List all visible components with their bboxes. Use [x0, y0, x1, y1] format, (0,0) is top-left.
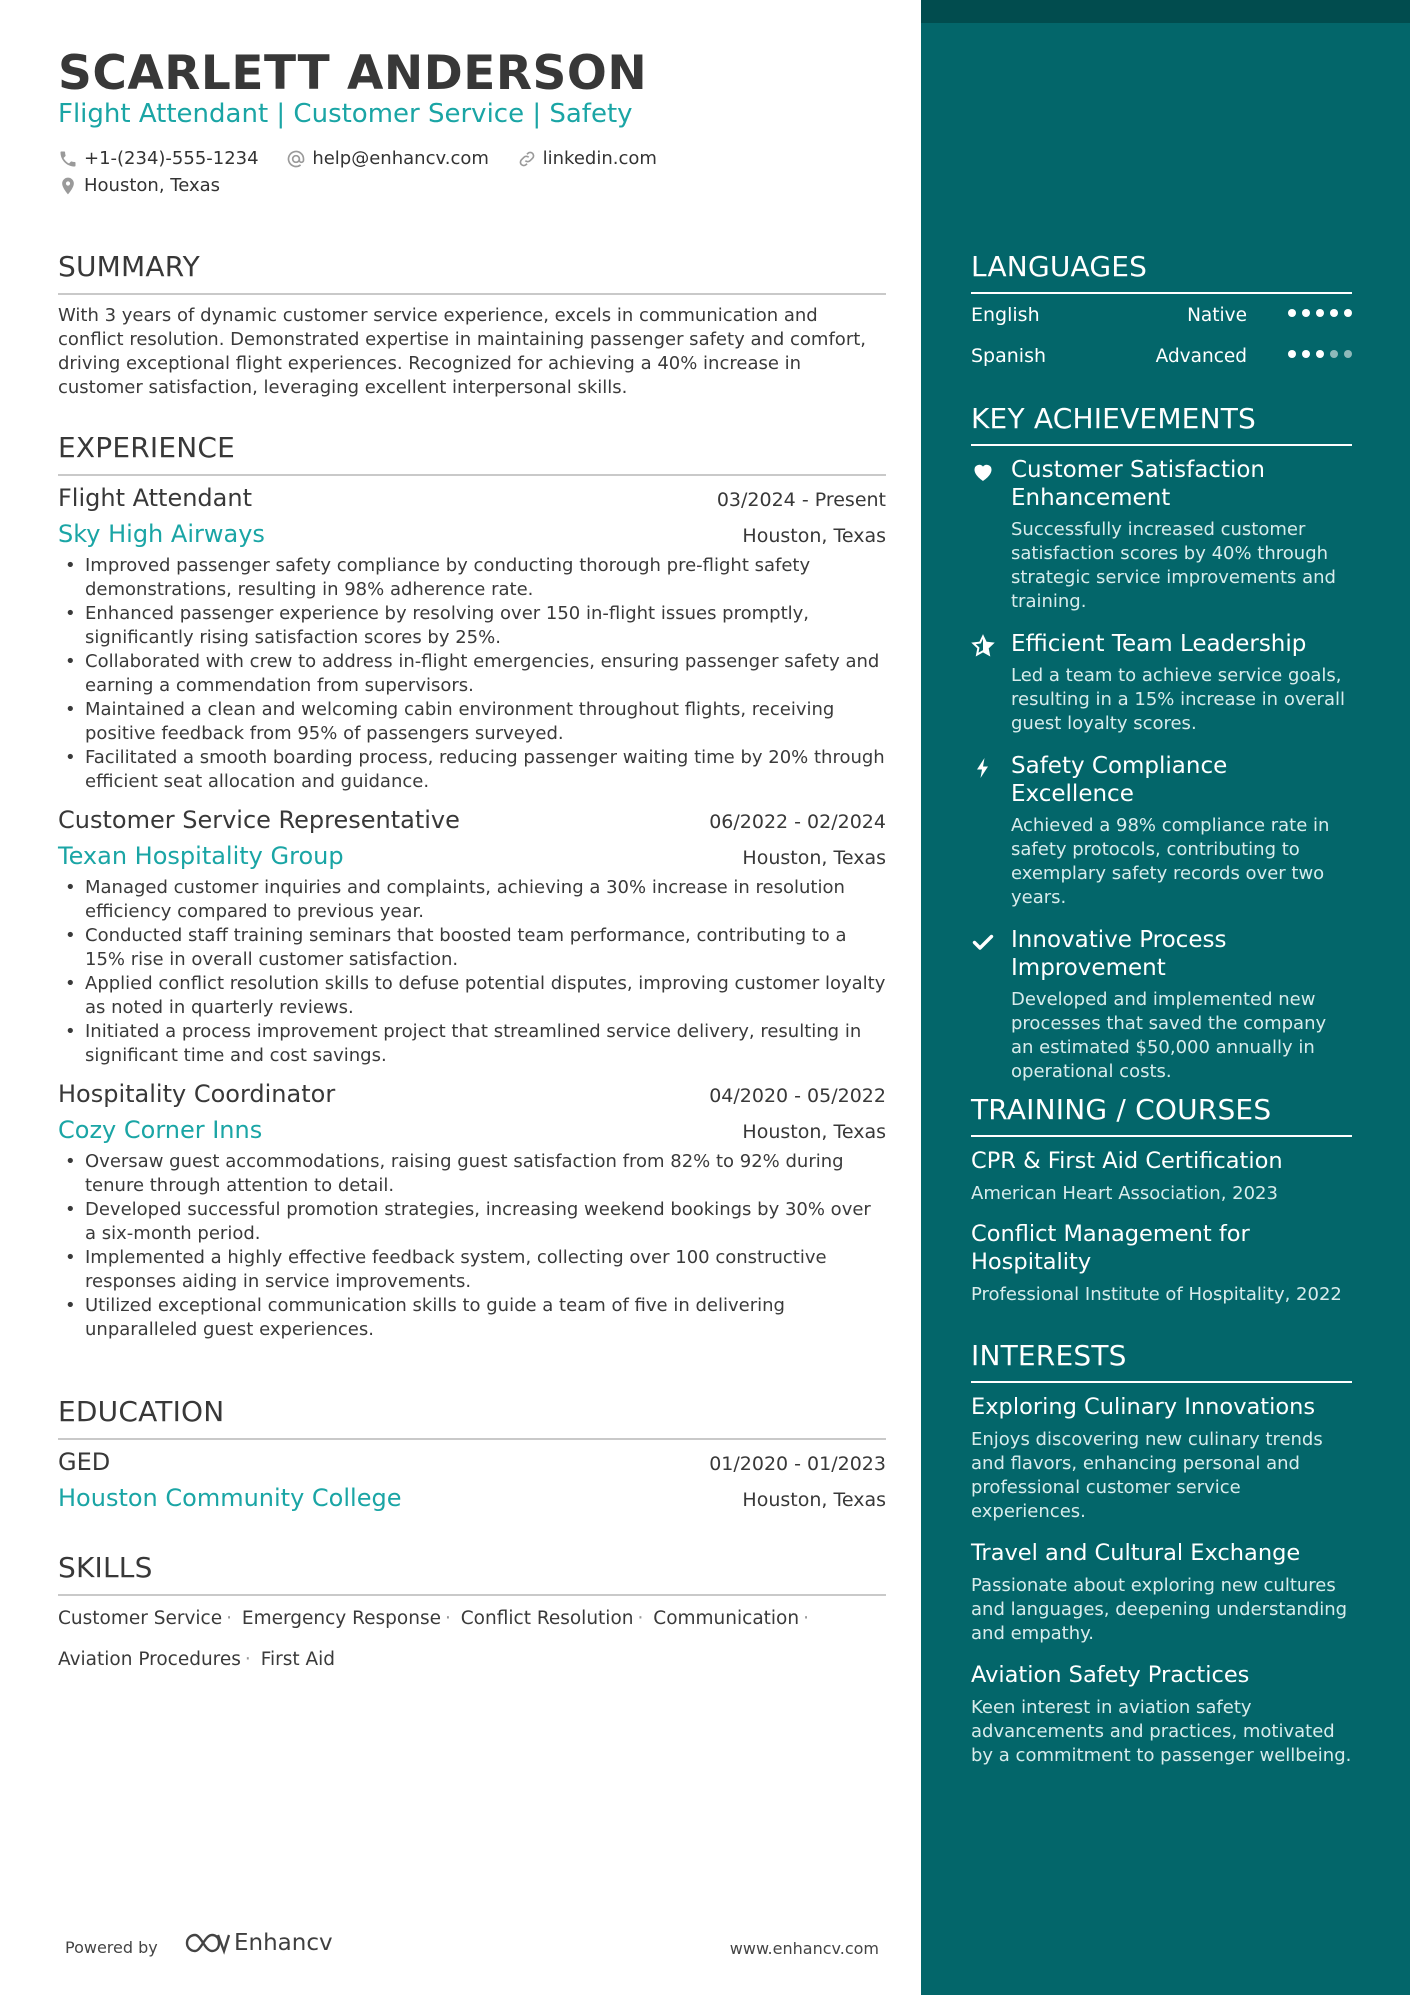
link-icon: [517, 149, 537, 169]
email-text: help@enhancv.com: [312, 148, 489, 169]
course-item: [971, 1147, 1352, 1204]
bullet-item: • Initiated a process improvement project that streamlined service delivery, resulting in significant time and cost savings.: [58, 1020, 886, 1068]
bullet-item: • Oversaw guest accommodations, raising guest satisfaction from 82% to 92% during tenure through attention to detail.: [58, 1150, 886, 1198]
location-text: Houston, Texas: [84, 175, 221, 196]
map-pin-icon: [58, 176, 78, 196]
enhancv-logo-icon: [184, 1931, 230, 1955]
achievement-item: [971, 456, 1352, 614]
job-entry: [58, 806, 886, 1068]
email-item[interactable]: [286, 148, 489, 169]
bolt-icon: [971, 756, 995, 780]
skills-section: [58, 1551, 886, 1680]
achievement-text: Successfully increased customer satisfaction scores by 40% through strategic service improvements and training.: [1011, 519, 1336, 612]
achievements-heading: KEY ACHIEVEMENTS: [971, 402, 1352, 446]
bullet-item: • Implemented a highly effective feedback system, collecting over 100 constructive responses aiding in service improvements.: [58, 1246, 886, 1294]
interests-heading: INTERESTS: [971, 1339, 1352, 1383]
rating-dot: [1344, 309, 1352, 317]
job-date: 04/2020 - 05/2022: [709, 1085, 886, 1107]
sidebar: [921, 0, 1410, 1995]
job-location: Houston, Texas: [742, 1121, 886, 1143]
language-name: Spanish: [971, 345, 1047, 367]
phone-icon: [58, 149, 78, 169]
interest-title: Exploring Culinary Innovations: [971, 1394, 1316, 1420]
job-entry: [58, 484, 886, 794]
summary-section: [58, 250, 886, 400]
bullet-item: • Developed successful promotion strategies, increasing weekend bookings by 30% over a six-month period.: [58, 1198, 886, 1246]
location-item: [58, 175, 220, 196]
summary-heading: SUMMARY: [58, 250, 886, 295]
linkedin-item[interactable]: [517, 148, 657, 169]
rating-dot: [1302, 350, 1310, 358]
school-location: Houston, Texas: [742, 1489, 886, 1511]
achievement-item: [971, 630, 1352, 736]
language-row: [971, 335, 1352, 376]
contact-row: [58, 148, 679, 174]
language-level: Native: [1187, 305, 1247, 326]
job-title: Hospitality Coordinator: [58, 1080, 336, 1108]
degree: GED: [58, 1448, 111, 1476]
interest-item: [971, 1661, 1352, 1768]
language-level: Advanced: [1155, 346, 1247, 367]
location-row: [58, 175, 242, 201]
job-company[interactable]: Cozy Corner Inns: [58, 1116, 263, 1144]
bullet-item: • Conducted staff training seminars that boosted team performance, contributing to a 15% rise in overall customer satisfaction.: [58, 924, 886, 972]
bullet-item: • Maintained a clean and welcoming cabin environment throughout flights, receiving positive feedback from 95% of passengers surveyed.: [58, 698, 886, 746]
achievement-title: Innovative Process Improvement: [1011, 927, 1227, 981]
achievement-text: Developed and implemented new processes that saved the company an estimated $50,000 annually in operational costs.: [1011, 989, 1327, 1082]
rating-dot: [1316, 350, 1324, 358]
interest-text: Keen interest in aviation safety advancements and practices, motivated by a commitment to passenger wellbeing.: [971, 1697, 1352, 1766]
interest-text: Enjoys discovering new culinary trends and flavors, enhancing personal and professional customer service experiences.: [971, 1429, 1323, 1522]
job-date: 06/2022 - 02/2024: [709, 811, 886, 833]
achievement-item: [971, 926, 1352, 1084]
skill-item: First Aid: [260, 1649, 336, 1670]
check-icon: [971, 930, 995, 954]
rating-dot: [1288, 309, 1296, 317]
education-heading: EDUCATION: [58, 1395, 886, 1440]
candidate-name: SCARLETT ANDERSON: [58, 46, 648, 101]
training-heading: TRAINING / COURSES: [971, 1093, 1352, 1137]
bullet-item: • Utilized exceptional communication skills to guide a team of five in delivering unparalleled guest experiences.: [58, 1294, 886, 1342]
skill-item: Customer Service: [58, 1608, 223, 1629]
interest-title: Aviation Safety Practices: [971, 1662, 1250, 1688]
job-company[interactable]: Texan Hospitality Group: [58, 842, 344, 870]
rating-dot: [1316, 309, 1324, 317]
skills-list: Customer Service · Emergency Response · Conflict Resolution · Communication · Aviation Procedures · First Aid: [58, 1608, 809, 1670]
bullet-item: • Collaborated with crew to address in-flight emergencies, ensuring passenger safety and earning a commendation from supervisors.: [58, 650, 886, 698]
job-company[interactable]: Sky High Airways: [58, 520, 265, 548]
skill-item: Conflict Resolution: [460, 1608, 634, 1629]
phone-text: +1-(234)-555-1234: [84, 148, 259, 169]
school-name[interactable]: Houston Community College: [58, 1484, 402, 1512]
skills-heading: SKILLS: [58, 1551, 886, 1596]
language-row: [971, 294, 1352, 335]
summary-text: With 3 years of dynamic customer service experience, excels in communication and conflict resolution. Demonstrated expertise in maintaining passenger safety and comfort, driving exceptional flight experiences. Recognized for achieving a 40% increase in customer satisfaction, leveraging excellent interpersonal skills.: [58, 305, 866, 398]
course-provider: American Heart Association, 2023: [971, 1183, 1278, 1204]
education-date: 01/2020 - 01/2023: [709, 1453, 886, 1475]
bullet-item: • Managed customer inquiries and complaints, achieving a 30% increase in resolution efficiency compared to previous year.: [58, 876, 886, 924]
powered-by-label: Powered by: [65, 1938, 158, 1957]
language-rating: [1282, 350, 1352, 358]
bullet-item: • Improved passenger safety compliance by conducting thorough pre-flight safety demonstrations, resulting in 98% adherence rate.: [58, 554, 886, 602]
achievement-title: Customer Satisfaction Enhancement: [1011, 457, 1266, 511]
job-title: Flight Attendant: [58, 484, 252, 512]
phone-item[interactable]: [58, 148, 259, 169]
job-entry: [58, 1080, 886, 1342]
headline: Flight Attendant | Customer Service | Safety: [58, 99, 633, 129]
sidebar-top-band: [921, 0, 1410, 23]
achievement-item: [971, 752, 1352, 910]
rating-dot: [1330, 350, 1338, 358]
job-location: Houston, Texas: [742, 525, 886, 547]
experience-heading: EXPERIENCE: [58, 431, 886, 476]
job-bullets: [58, 554, 886, 794]
course-title: CPR & First Aid Certification: [971, 1148, 1283, 1174]
education-section: [58, 1395, 886, 1512]
achievement-text: Achieved a 98% compliance rate in safety protocols, contributing to exemplary safety records over two years.: [1011, 815, 1330, 908]
rating-dot: [1330, 309, 1338, 317]
job-bullets: [58, 876, 886, 1068]
interest-text: Passionate about exploring new cultures and languages, deepening understanding and empathy.: [971, 1575, 1348, 1644]
rating-dot: [1344, 350, 1352, 358]
skill-item: Emergency Response: [241, 1608, 441, 1629]
interests-section: [971, 1339, 1352, 1768]
language-name: English: [971, 304, 1040, 326]
languages-section: [971, 250, 1352, 376]
bullet-item: • Enhanced passenger experience by resolving over 150 in-flight issues promptly, significantly rising satisfaction scores by 25%.: [58, 602, 886, 650]
job-title: Customer Service Representative: [58, 806, 460, 834]
achievement-title: Efficient Team Leadership: [1011, 631, 1307, 657]
heart-icon: [971, 460, 995, 484]
linkedin-text: linkedin.com: [542, 148, 657, 169]
interest-item: [971, 1539, 1352, 1646]
job-location: Houston, Texas: [742, 847, 886, 869]
job-date: 03/2024 - Present: [716, 489, 886, 511]
skill-item: Aviation Procedures: [58, 1649, 241, 1670]
bullet-item: • Facilitated a smooth boarding process, reducing passenger waiting time by 20% through efficient seat allocation and guidance.: [58, 746, 886, 794]
training-section: [971, 1093, 1352, 1305]
achievements-section: [971, 402, 1352, 1100]
bullet-item: • Applied conflict resolution skills to defuse potential disputes, improving customer loyalty as noted in quarterly reviews.: [58, 972, 886, 1020]
star-icon: [971, 634, 995, 658]
brand-name: Enhancv: [234, 1930, 333, 1956]
rating-dot: [1302, 309, 1310, 317]
achievement-text: Led a team to achieve service goals, resulting in a 15% increase in overall guest loyalty scores.: [1011, 665, 1345, 734]
brand-logo[interactable]: [184, 1930, 333, 1956]
at-icon: [286, 149, 306, 169]
job-bullets: [58, 1150, 886, 1342]
course-provider: Professional Institute of Hospitality, 2022: [971, 1284, 1342, 1305]
rating-dot: [1288, 350, 1296, 358]
skill-item: Communication: [653, 1608, 800, 1629]
course-title: Conflict Management for Hospitality: [971, 1221, 1250, 1275]
languages-heading: LANGUAGES: [971, 250, 1352, 294]
website-link[interactable]: www.enhancv.com: [729, 1939, 879, 1958]
interest-title: Travel and Cultural Exchange: [971, 1540, 1301, 1566]
experience-section: [58, 431, 886, 1342]
interest-item: [971, 1393, 1352, 1524]
course-item: [971, 1220, 1352, 1305]
language-rating: [1282, 309, 1352, 317]
achievement-title: Safety Compliance Excellence: [1011, 753, 1228, 807]
